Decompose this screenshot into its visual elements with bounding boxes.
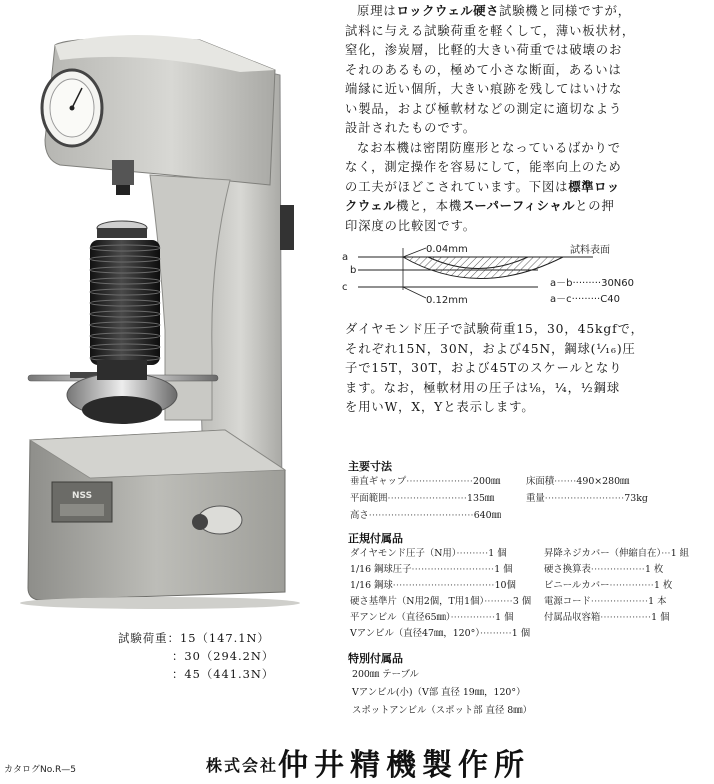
accessory-item: Vアンビル（直径47㎜，120°）··········1 個 xyxy=(350,628,531,639)
standard-accessories-heading: 正規付属品 xyxy=(348,532,403,545)
special-accessories-heading: 特別付属品 xyxy=(348,652,403,665)
accessory-item: 1/16 鋼球································10個 xyxy=(350,580,516,591)
accessory-item: 硬さ基準片（N用2個，T用1個）·········3 個 xyxy=(350,596,532,607)
desc-line: ダイヤモンド圧子で試験荷重15，30，45kgfで， xyxy=(345,322,644,336)
spec-item: 高さ·································640㎜ xyxy=(350,510,501,521)
machine-badge: NSS xyxy=(71,491,93,501)
test-load-value: ：30（294.2N） xyxy=(172,649,275,663)
diagram-depth-2: 0.12mm xyxy=(426,295,468,306)
accessory-item: 昇降ネジカバー（伸縮自在）···1 組 xyxy=(544,548,690,559)
diagram-legend-2: a－c·········C40 xyxy=(550,294,620,305)
diagram-surface-label: 試料表面 xyxy=(570,245,610,256)
desc-line: 原理はロックウェル硬さ試験機と同様ですが， xyxy=(357,4,632,18)
desc-line: なお本機は密閉防塵形となっているばかりで xyxy=(357,140,621,155)
desc-line: ます。なお，極軟材用の圧子は⅛，¼，½鋼球 xyxy=(345,380,621,395)
desc-line: クウェル機と，本機スーパーフィシャルとの押 xyxy=(345,199,615,213)
accessory-item: ダイヤモンド圧子（N用）··········1 個 xyxy=(350,548,507,559)
diagram-label-c: c xyxy=(342,282,348,293)
test-load-value: ：45（441.3N） xyxy=(172,667,275,681)
desc-line: を用いW，X，Yと表示します。 xyxy=(345,400,535,414)
catalog-number: カタログNo.R—5 xyxy=(4,765,76,775)
indentation-diagram xyxy=(338,240,714,318)
accessory-item: ビニールカバー··············1 枚 xyxy=(544,580,673,591)
desc-line: 窒化，渗炭層，比軽的大きい荷重では破壊のお xyxy=(345,43,623,57)
accessory-item: 平アンビル（直径65㎜）··············1 個 xyxy=(350,612,514,623)
accessory-item: 付属品収容箱················1 個 xyxy=(544,612,670,623)
test-load-label: 試験荷重：15（147.1N） xyxy=(118,631,270,645)
accessory-item: 硬さ換算表·················1 枚 xyxy=(544,564,664,575)
scale-description xyxy=(345,320,710,418)
main-dimensions-heading: 主要寸法 xyxy=(348,460,392,473)
special-item: 200㎜ テーブル xyxy=(352,669,419,680)
diagram-label-b: b xyxy=(350,265,357,276)
spec-item: 重量·························73kg xyxy=(526,493,648,504)
desc-line: それのあるもの，極めて小さな断面，あるいは xyxy=(345,62,622,77)
spec-item: 平面範囲·························135㎜ xyxy=(350,493,495,504)
desc-line: なく，測定操作を容易にして，能率向上のため xyxy=(345,160,622,174)
desc-line: の工夫がほどこされています。下図は標準ロッ xyxy=(345,179,620,194)
desc-line: 子で15T，30T，および45Tのスケールとなり xyxy=(345,361,623,375)
desc-line: 印深度の比較図です。 xyxy=(345,218,476,233)
accessory-item: 電源コード··················1 本 xyxy=(544,596,667,607)
company-name: 株式会社仲井精機製作所 xyxy=(206,748,531,783)
desc-line: それぞれ15N，30N，および45N，鋼球(¹⁄₁₆)圧 xyxy=(345,341,636,356)
diagram-label-a: a xyxy=(342,252,349,263)
spec-item: 垂直ギャップ·····················200㎜ xyxy=(350,476,501,487)
test-load-value: 15（147.1N） xyxy=(179,631,270,645)
diagram-legend-1: a－b·········30N60 xyxy=(550,278,635,289)
desc-line: 試料に与える試験荷重を軽くして，薄い板状材， xyxy=(345,23,636,38)
desc-line: 設計されたものです。 xyxy=(345,121,476,135)
description xyxy=(345,2,710,236)
accessory-item: 1/16 鋼球圧子··························1 個 xyxy=(350,564,513,575)
diagram-depth-1: 0.04mm xyxy=(426,244,468,255)
desc-line: 端縁に近い個所，大きい痕跡を残してはいけな xyxy=(345,82,623,96)
special-item: スポットアンビル（スポット部 直径 8㎜） xyxy=(352,705,533,716)
machine-photo xyxy=(0,0,345,620)
desc-line: い製品，および極軟材などの測定に適切なよう xyxy=(345,101,623,116)
special-item: Vアンビル(小)（V部 直径 19㎜，120°） xyxy=(352,687,526,698)
spec-item: 床面積·······490×280㎜ xyxy=(526,476,630,487)
